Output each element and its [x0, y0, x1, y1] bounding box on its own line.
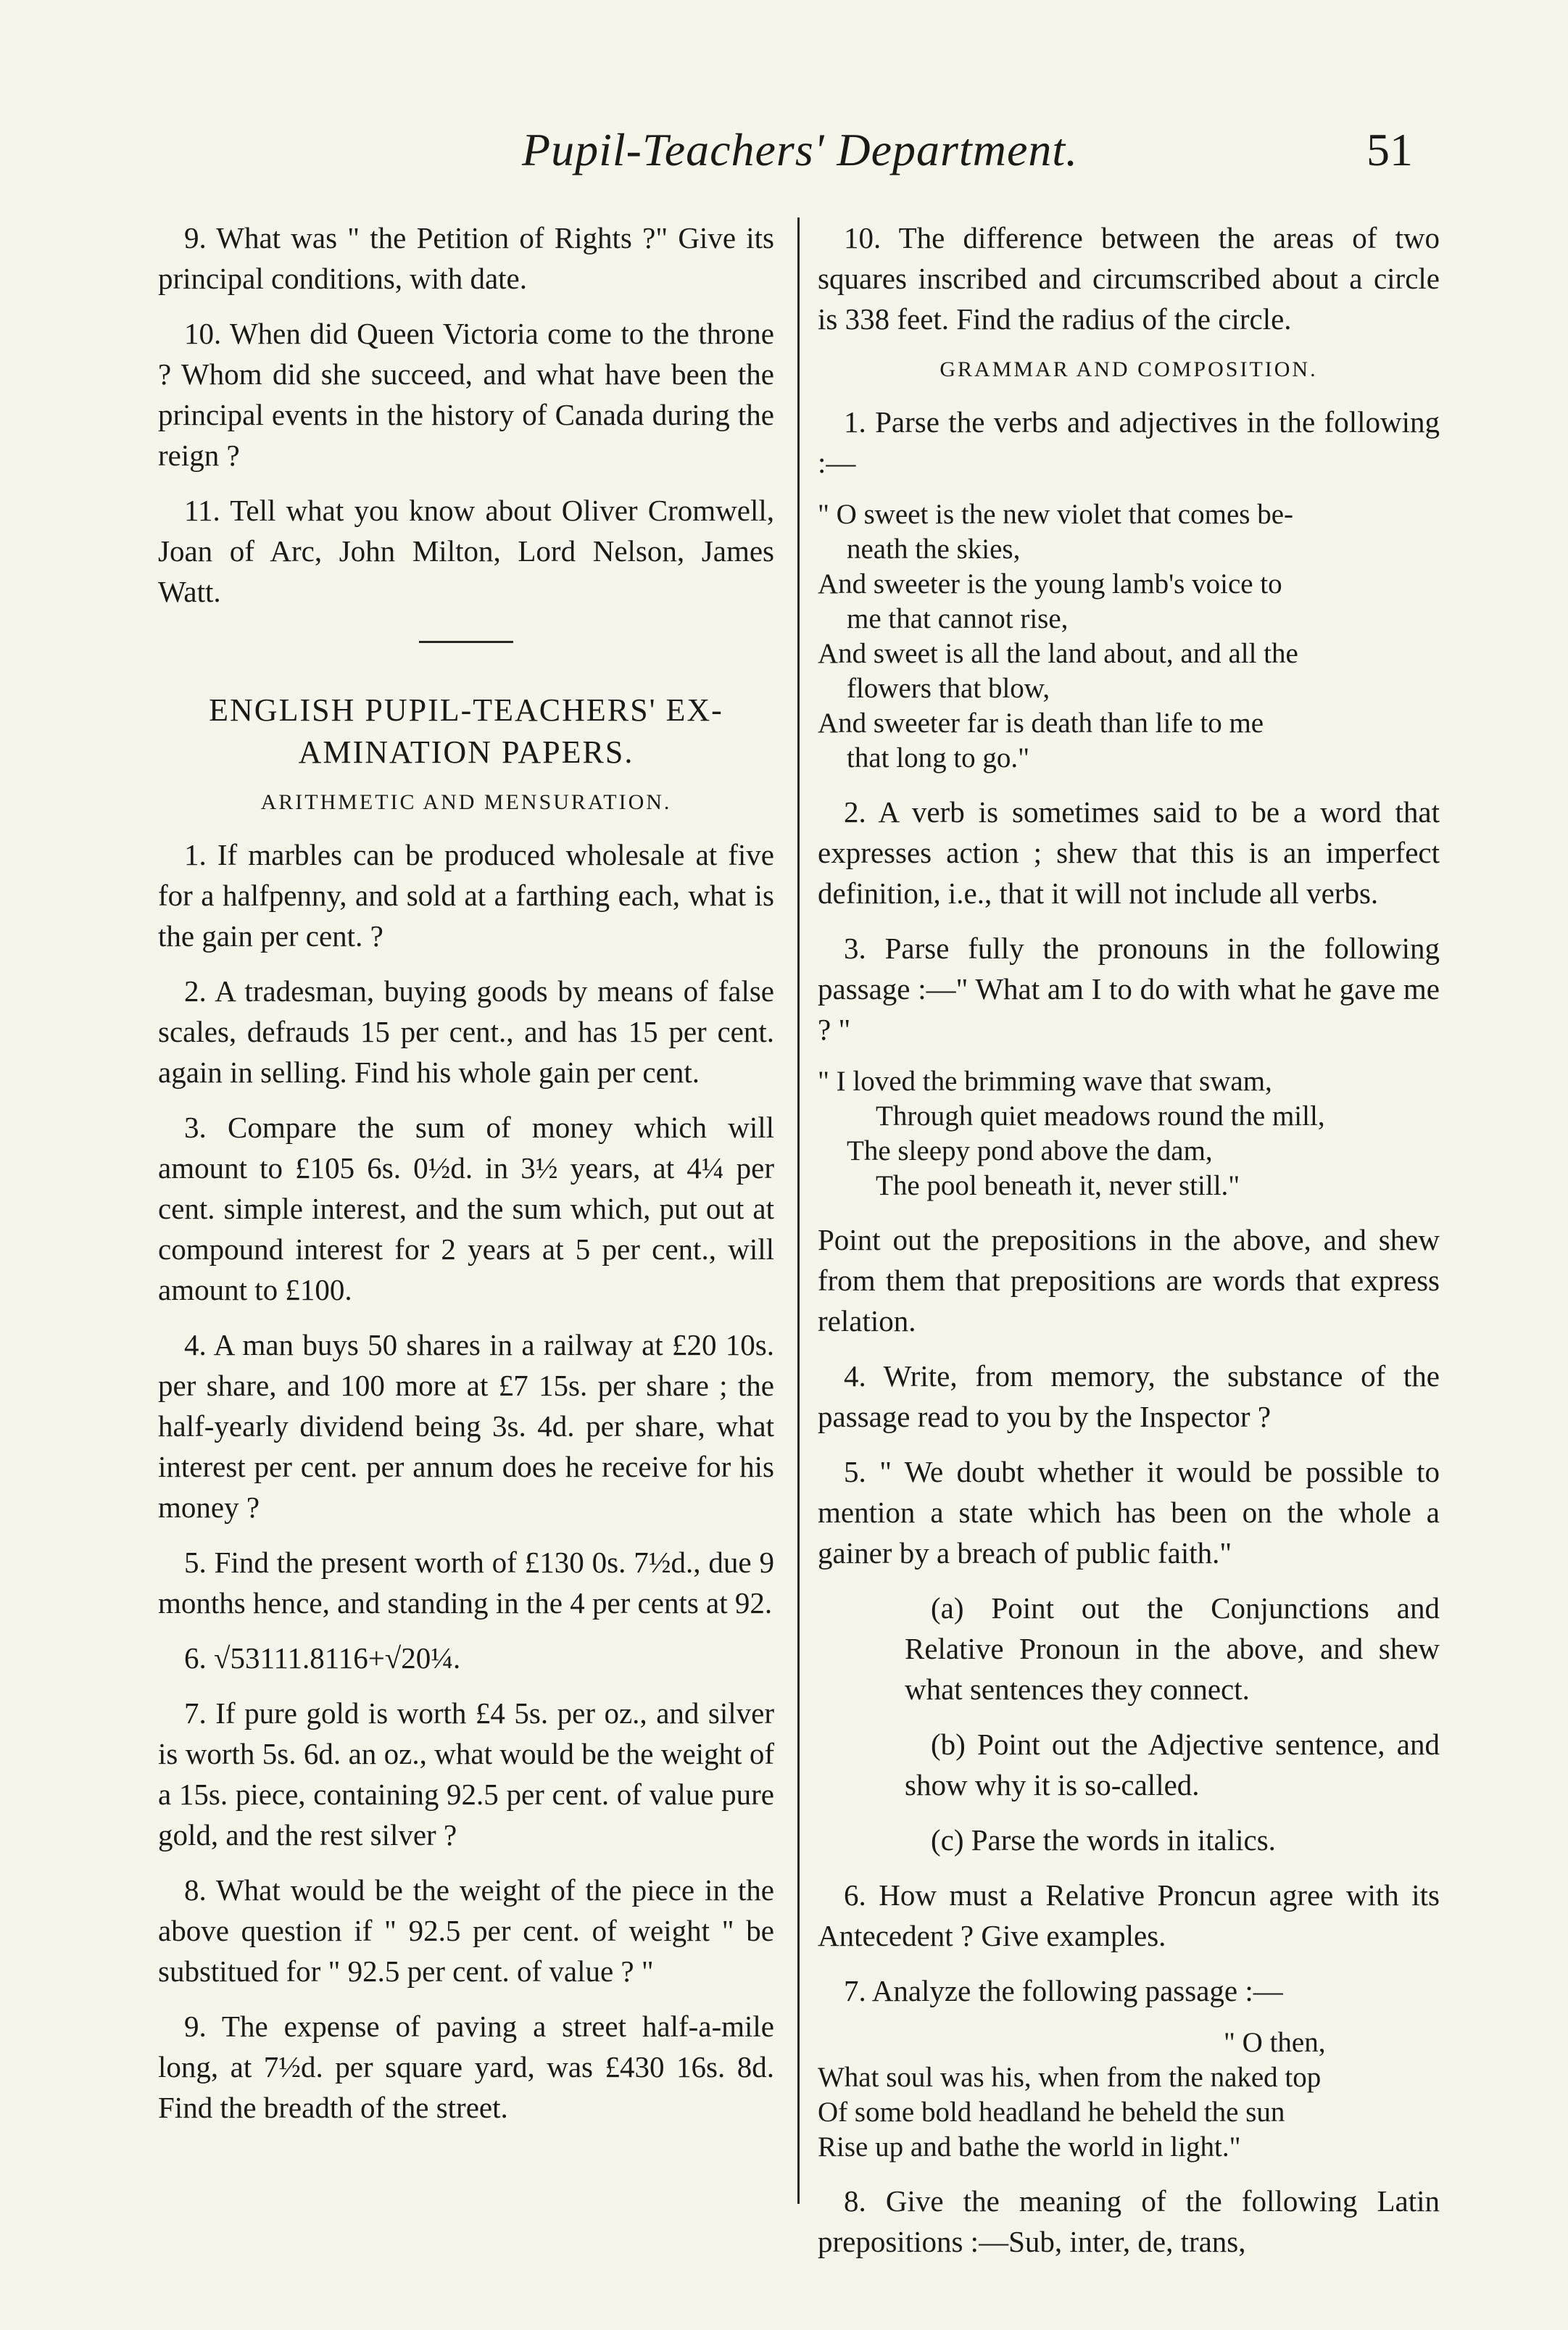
page-number: 51	[1366, 124, 1413, 175]
arithmetic-question-7: 7. If pure gold is worth £4 5s. per oz., and silver is worth 5s. 6d. an oz., what would be the weight of a 15s. piece, containing 92.5 per cent. of value pure gold, and the rest silver ?	[158, 1696, 774, 1852]
poem-line: And sweet is all the land about, and all the	[818, 638, 1298, 669]
grammar-question-3: 3. Parse fully the pronouns in the following passage :—" What am I to do with what he gave me ? "	[818, 932, 1440, 1046]
grammar-question-5c: (c) Parse the words in italics.	[931, 1823, 1276, 1857]
poem-violet	[818, 497, 1440, 776]
grammar-question-1: 1. Parse the verbs and adjectives in the following :—	[818, 405, 1440, 479]
grammar-question-4: 4. Write, from memory, the substance of the passage read to you by the Inspector ?	[818, 1359, 1440, 1433]
poem-line: And sweeter far is death than life to me	[818, 708, 1264, 739]
section-heading: ENGLISH PUPIL-TEACHERS' EX-AMINATION PAPERS.	[209, 692, 723, 770]
poem-line: that long to go."	[847, 742, 1030, 774]
arithmetic-question-6: 6. √53111.8116+√20¼.	[184, 1641, 461, 1675]
arithmetic-question-8: 8. What would be the weight of the piece in the above question if " 92.5 per cent. of weight " be substitued for " 92.5 per cent. of value ? "	[158, 1873, 774, 1988]
arithmetic-question-3: 3. Compare the sum of money which will amount to £105 6s. 0½d. in 3½ years, at 4¼ per cent. simple interest, and the sum which, put out at compound interest for 2 years at 5 per cent., will amount to £100.	[158, 1111, 774, 1306]
column-divider	[797, 217, 800, 2204]
poem-line: neath the skies,	[847, 534, 1021, 565]
poem-line: And sweeter is the young lamb's voice to	[818, 568, 1282, 600]
history-question-9: 9. What was " the Petition of Rights ?" Give its principal conditions, with date.	[158, 221, 774, 295]
poem-headland	[818, 2026, 1440, 2165]
arithmetic-question-10: 10. The difference between the areas of two squares inscribed and circumscribed about a circle is 338 feet. Find the radius of the circle.	[818, 221, 1440, 336]
grammar-question-3-continued: Point out the prepositions in the above, and shew from them that prepositions are words that express relation.	[818, 1223, 1440, 1338]
poem-line: Through quiet meadows round the mill,	[876, 1100, 1325, 1132]
poem-line: " O then,	[1224, 2027, 1326, 2058]
poem-line: me that cannot rise,	[847, 603, 1069, 634]
poem-line: " O sweet is the new violet that comes be-	[818, 499, 1293, 530]
poem-line: " I loved the brimming wave that swam,	[818, 1066, 1272, 1097]
grammar-question-6: 6. How must a Relative Proncun agree with its Antecedent ? Give examples.	[818, 1878, 1440, 1952]
arithmetic-question-1: 1. If marbles can be produced wholesale at five for a halfpenny, and sold at a farthing each, what is the gain per cent. ?	[158, 838, 774, 953]
grammar-question-5a: (a) Point out the Conjunctions and Relative Pronoun in the above, and shew what sentences they connect.	[905, 1591, 1440, 1706]
history-question-11: 11. Tell what you know about Oliver Cromwell, Joan of Arc, John Milton, Lord Nelson, James Watt.	[158, 494, 774, 608]
running-head	[0, 109, 1568, 196]
poem-line: Rise up and bathe the world in light."	[818, 2131, 1241, 2163]
grammar-question-7: 7. Analyze the following passage :—	[844, 1974, 1283, 2007]
poem-line: The sleepy pond above the dam,	[847, 1135, 1213, 1166]
history-question-10: 10. When did Queen Victoria come to the throne ? Whom did she succeed, and what have been the principal events in the history of Canada during the reign ?	[158, 317, 774, 472]
section-rule	[419, 641, 513, 643]
running-title: Pupil-Teachers' Department.	[522, 124, 1079, 175]
grammar-question-8: 8. Give the meaning of the following Latin prepositions :—Sub, inter, de, trans,	[818, 2184, 1440, 2258]
poem-mill	[818, 1064, 1440, 1203]
poem-line: flowers that blow,	[847, 673, 1050, 704]
right-column	[818, 217, 1440, 2276]
subsection-heading: ARITHMETIC AND MENSURATION.	[260, 790, 672, 814]
poem-line: The pool beneath it, never still."	[876, 1170, 1240, 1201]
arithmetic-question-9: 9. The expense of paving a street half-a-mile long, at 7½d. per square yard, was £430 16s. 8d. Find the breadth of the street.	[158, 2010, 774, 2124]
poem-line: What soul was his, when from the naked top	[818, 2062, 1322, 2093]
grammar-question-5b: (b) Point out the Adjective sentence, and show why it is so-called.	[905, 1728, 1440, 1802]
arithmetic-question-4: 4. A man buys 50 shares in a railway at £20 10s. per share, and 100 more at £7 15s. per share ; the half-yearly dividend being 3s. 4d. per share, what interest per cent. per annum does he receive for his money ?	[158, 1328, 774, 1524]
grammar-heading: GRAMMAR AND COMPOSITION.	[939, 357, 1318, 381]
poem-line: Of some bold headland he beheld the sun	[818, 2097, 1285, 2128]
grammar-question-2: 2. A verb is sometimes said to be a word that expresses action ; shew that this is an imperfect definition, i.e., that it will not include all verbs.	[818, 795, 1440, 910]
left-column	[158, 217, 774, 2142]
arithmetic-question-5: 5. Find the present worth of £130 0s. 7½d., due 9 months hence, and standing in the 4 per cents at 92.	[158, 1546, 774, 1620]
grammar-question-5: 5. " We doubt whether it would be possible to mention a state which has been on the whole a gainer by a breach of public faith."	[818, 1455, 1440, 1570]
arithmetic-question-2: 2. A tradesman, buying goods by means of false scales, defrauds 15 per cent., and has 15 per cent. again in selling. Find his whole gain per cent.	[158, 974, 774, 1089]
